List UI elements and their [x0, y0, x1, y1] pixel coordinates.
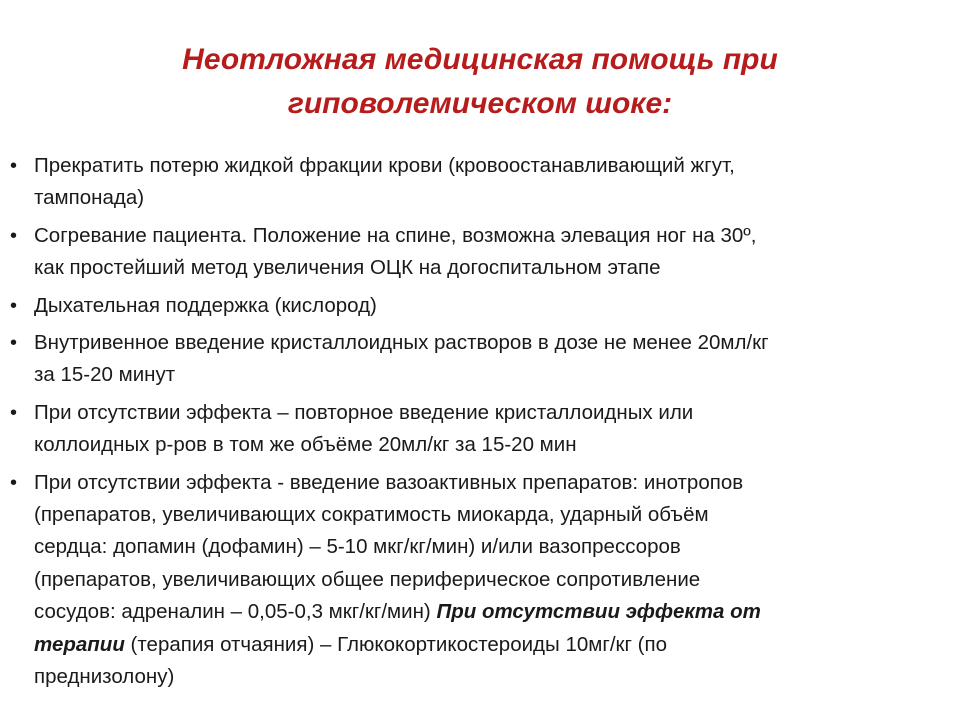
- bullet-text-normal: сосудов: адреналин – 0,05-0,3 мкг/кг/мин): [34, 600, 437, 624]
- bullet-text-line: сердца: допамин (дофамин) – 5-10 мкг/кг/мин) и/или вазопрессоров: [34, 535, 681, 559]
- bullet-item-oxygen: [0, 290, 920, 322]
- bullet-list: [0, 150, 920, 699]
- bullet-text-line: тампонада): [34, 186, 145, 210]
- bullet-text-normal: (терапия отчаяния) – Глюкокортикостероиды 10мг/кг (по: [124, 632, 667, 656]
- bullet-dot-icon: •: [10, 294, 18, 317]
- bullet-text-line: преднизолону): [34, 665, 175, 689]
- bullet-dot-icon: •: [10, 332, 18, 355]
- bullet-dot-icon: •: [10, 401, 18, 424]
- bullet-text-line: [34, 596, 920, 628]
- bullet-text-line: (препаратов, увеличивающих сократимость миокарда, ударный объём: [34, 503, 709, 527]
- bullet-text-line: Согревание пациента. Положение на спине, возможна элевация ног на 30º,: [34, 223, 757, 247]
- bullet-text-line: [34, 629, 920, 661]
- bullet-text-emphasis: терапии: [34, 632, 125, 656]
- bullet-text-line: При отсутствии эффекта – повторное введение кристаллоидных или: [34, 400, 694, 424]
- bullet-item-crystalloids: [0, 327, 920, 392]
- bullet-text-line: Прекратить потерю жидкой фракции крови (кровоостанавливающий жгут,: [34, 154, 735, 177]
- bullet-text-line: как простейший метод увеличения ОЦК на догоспитальном этапе: [34, 256, 661, 280]
- bullet-dot-icon: •: [10, 155, 18, 177]
- bullet-item-warming: [0, 220, 920, 285]
- bullet-text-emphasis: При отсутствии эффекта от: [436, 600, 761, 624]
- bullet-item-vasoactive: [0, 467, 920, 694]
- bullet-text-line: коллоидных р-ров в том же объёме 20мл/кг за 15-20 мин: [34, 433, 577, 457]
- title-line-2: гиповолемическом шоке:: [287, 87, 673, 120]
- slide-title: [80, 38, 880, 126]
- bullet-text-line: Дыхательная поддержка (кислород): [34, 293, 377, 317]
- bullet-item-repeat-infusion: [0, 397, 920, 462]
- bullet-item-stop-bleeding: [0, 150, 920, 215]
- bullet-dot-icon: •: [10, 224, 18, 247]
- title-line-1: Неотложная медицинская помощь при: [182, 43, 778, 76]
- bullet-text-line: Внутривенное введение кристаллоидных растворов в дозе не менее 20мл/кг: [34, 331, 769, 355]
- bullet-text-line: (препаратов, увеличивающих общее периферическое сопротивление: [34, 567, 701, 591]
- bullet-text-line: При отсутствии эффекта - введение вазоактивных препаратов: инотропов: [34, 470, 744, 494]
- bullet-text-line: за 15-20 минут: [34, 363, 176, 387]
- bullet-dot-icon: •: [10, 471, 18, 494]
